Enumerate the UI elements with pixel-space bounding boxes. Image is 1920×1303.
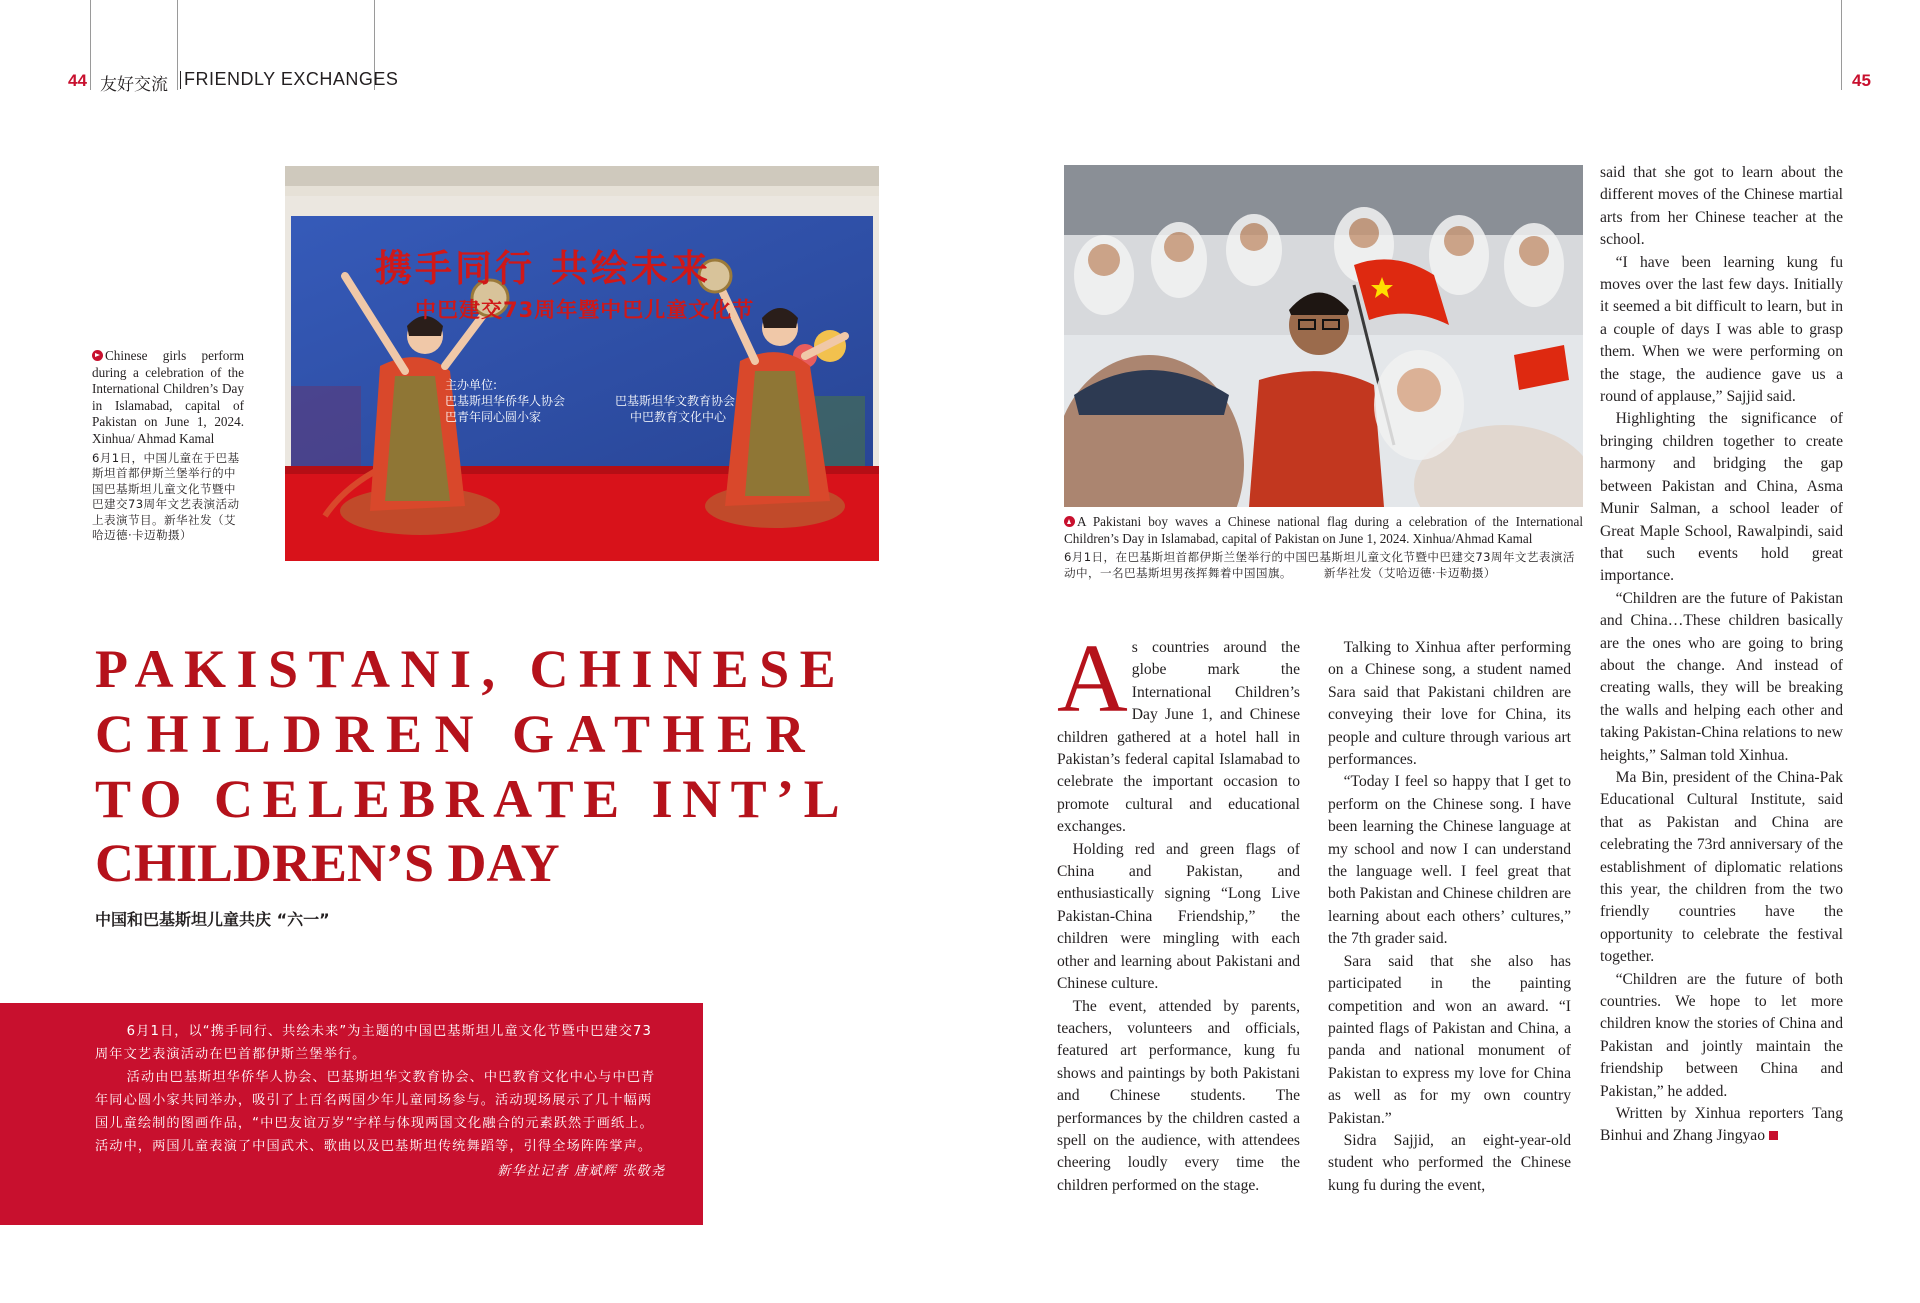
banner-title: 携手同行 共绘未来 <box>375 247 711 290</box>
article-paragraph: Sara said that she also has participated in the painting competition and won an award. “I painted flags of Pakistan and China, a panda and national monument of Pakistan to express my love for China as well as for my own country Pakistan.” <box>1328 952 1571 1127</box>
article-column-3 <box>1600 162 1843 1148</box>
photo-boy-with-flag <box>1064 165 1583 507</box>
banner-org-right-2: 中巴教育文化中心 <box>630 410 727 424</box>
article-paragraph: “Today I feel so happy that I get to perform on the Chinese song. I have been learning the Chinese language at my school and now I can understand the language well. I feel great that both Pakistan and Chinese children are learning about each others’ cultures,” the 7th grader said. <box>1328 773 1571 948</box>
left-page-number: 44 <box>68 71 87 90</box>
header-rule-left <box>90 0 91 90</box>
banner-org-left-1: 主办单位: <box>445 378 498 392</box>
article-paragraph: The event, attended by parents, teachers, volunteers and officials, featured art performance, kung fu shows and paintings by both Pakistani and Chinese students. The performances by the children casted a spell on the audience, with attendees cheering loudly every time the children performed on the stage. <box>1057 997 1300 1194</box>
dance-scene-illustration <box>285 166 879 561</box>
article-paragraph: “Children are the future of Pakistan and China…These children basically are the ones who are going to bring about the change. And instead of creating walls, they will be breaking the walls and helping each other and taking Pakistan-China relations to new heights,” Salman told Xinhua. <box>1600 589 1843 764</box>
article-paragraph: “I have been learning kung fu moves over the last few days. Initially it seemed a bit difficult to learn, but in a couple of days I was able to grasp them. When we were performing on the stage, the audience gave us a round of applause,” Sajjid said. <box>1600 253 1843 406</box>
article-column-2 <box>1328 637 1571 1197</box>
article-paragraph: “Children are the future of both countries. We hope to let more children know the stories of China and Pakistan and jointly maintain the friendship between China and Pakistan,” he added. <box>1600 970 1843 1100</box>
photo2-caption-en: A Pakistani boy waves a Chinese national flag during a celebration of the International Children’s Day in Islamabad, capital of Pakistan on June 1, 2024. Xinhua/Ahmad Kamal <box>1064 514 1583 546</box>
article-paragraph: Highlighting the significance of bringing children together to create harmony and bridging the gap between Pakistan and China, Asma Munir Salman, a school leader of Great Maple School, Rawalpindi, said that such events hold great importance. <box>1600 410 1843 585</box>
photo1-caption-en: Chinese girls perform during a celebration of the International Children’s Day in Islamabad, capital of Pakistan on June 1, 2024. Xinhua/ Ahmad Kamal <box>92 348 244 446</box>
header-rule-page-right <box>1841 0 1842 90</box>
caption-arrow-icon <box>92 350 103 361</box>
article-byline: Written by Xinhua reporters Tang Binhui and Zhang Jingyao <box>1600 1105 1843 1145</box>
photo-girls-dancing <box>285 166 879 561</box>
article-paragraph: said that she got to learn about the different moves of the Chinese martial arts from her Chinese teacher at the school. <box>1600 164 1843 249</box>
banner-org-left-2: 巴基斯坦华侨华人协会 <box>445 394 566 408</box>
article-paragraph: Sidra Sajjid, an eight-year-old student who performed the Chinese kung fu during the event, <box>1328 1131 1571 1194</box>
right-page-number: 45 <box>1852 71 1871 90</box>
headline-line-4: CHILDREN’S DAY <box>95 833 560 893</box>
article-paragraph: Ma Bin, president of the China-Pak Educational Cultural Institute, said that as Pakistan and China are celebrating the 73rd anniversary of the establishment of diplomatic relations this year, the children from the two friendly countries have the opportunity to celebrate the festival together. <box>1600 768 1843 966</box>
summary-box-cn <box>0 1003 703 1225</box>
summary-paragraph-1: 6月1日，以“携手同行、共绘未来”为主题的中国巴基斯坦儿童文化节暨中巴建交73周年文艺表演活动在巴首都伊斯兰堡举行。 <box>95 1024 652 1062</box>
headline-line-3: TO CELEBRATE INT’L <box>95 769 850 829</box>
banner-org-left-3: 巴青年同心圆小家 <box>445 410 542 424</box>
photo2-caption-cn-credit: 新华社发（艾哈迈德·卡迈勒摄） <box>1323 565 1496 580</box>
article-column-1 <box>1057 625 1300 1197</box>
photo2-caption-cn: 6月1日，在巴基斯坦首都伊斯兰堡举行的中国巴基斯坦儿童文化节暨中巴建交73周年文艺表演活动中，一名巴基斯坦男孩挥舞着中国国旗。 新华社发（艾哈迈德·卡迈勒摄） <box>1064 550 1575 580</box>
photo2-caption <box>1064 514 1583 581</box>
summary-byline: 新华社记者 唐斌辉 张敬尧 <box>497 1164 665 1179</box>
headline-line-2: CHILDREN GATHER <box>95 704 818 764</box>
article-paragraph: As countries around the globe mark the International Children’s Day June 1, and Chinese children gathered at a hotel hall in Pakistan’s federal capital Islamabad to celebrate the important occasion to promote cultural and educational exchanges. <box>1057 625 1300 836</box>
photo1-caption-cn: 6月1日，中国儿童在于巴基斯坦首都伊斯兰堡举行的中国巴基斯坦儿童文化节暨中巴建交73周年文艺表演活动上表演节目。新华社发（艾哈迈德·卡迈勒摄） <box>92 450 240 543</box>
summary-paragraph-2: 活动由巴基斯坦华侨华人协会、巴基斯坦华文教育协会、中巴教育文化中心与中巴青年同心圆小家共同举办，吸引了上百名两国少年儿童同场参与。活动现场展示了几十幅两国儿童绘制的图画作品，“中巴友谊万岁”字样与体现两国文化融合的元素跃然于画纸上。活动中，两国儿童表演了中国武术、歌曲以及巴基斯坦传统舞蹈等，引得全场阵阵掌声。 <box>95 1070 656 1154</box>
header-rule-mid <box>177 0 178 90</box>
banner-subtitle: 中巴建交73周年暨中巴儿童文化节 <box>415 298 755 322</box>
section-title-cn: 友好交流 <box>100 75 168 95</box>
headline-subtitle-cn: 中国和巴基斯坦儿童共庆 “六一” <box>95 910 330 929</box>
headline-line-1: PAKISTANI, CHINESE <box>95 639 847 699</box>
photo1-caption <box>92 348 244 544</box>
drop-cap: A <box>1057 625 1128 733</box>
article-paragraph: Holding red and green flags of China and Pakistan, and enthusiastically signing “Long Live Pakistan-China Friendship,” the children were mingling with each other and learning about Pakistani and Chinese culture. <box>1057 840 1300 993</box>
section-title-en: FRIENDLY EXCHANGES <box>184 69 399 89</box>
article-paragraph: Talking to Xinhua after performing on a Chinese song, a student named Sara said that Pakistani children are conveying their love for China, its people and culture through various art performances. <box>1328 639 1571 769</box>
end-mark-icon <box>1769 1131 1778 1140</box>
flag-scene-illustration <box>1064 165 1583 507</box>
section-divider <box>180 71 181 89</box>
banner-org-right-1: 巴基斯坦华文教育协会 <box>615 394 736 408</box>
caption-arrow-up-icon <box>1064 516 1075 527</box>
